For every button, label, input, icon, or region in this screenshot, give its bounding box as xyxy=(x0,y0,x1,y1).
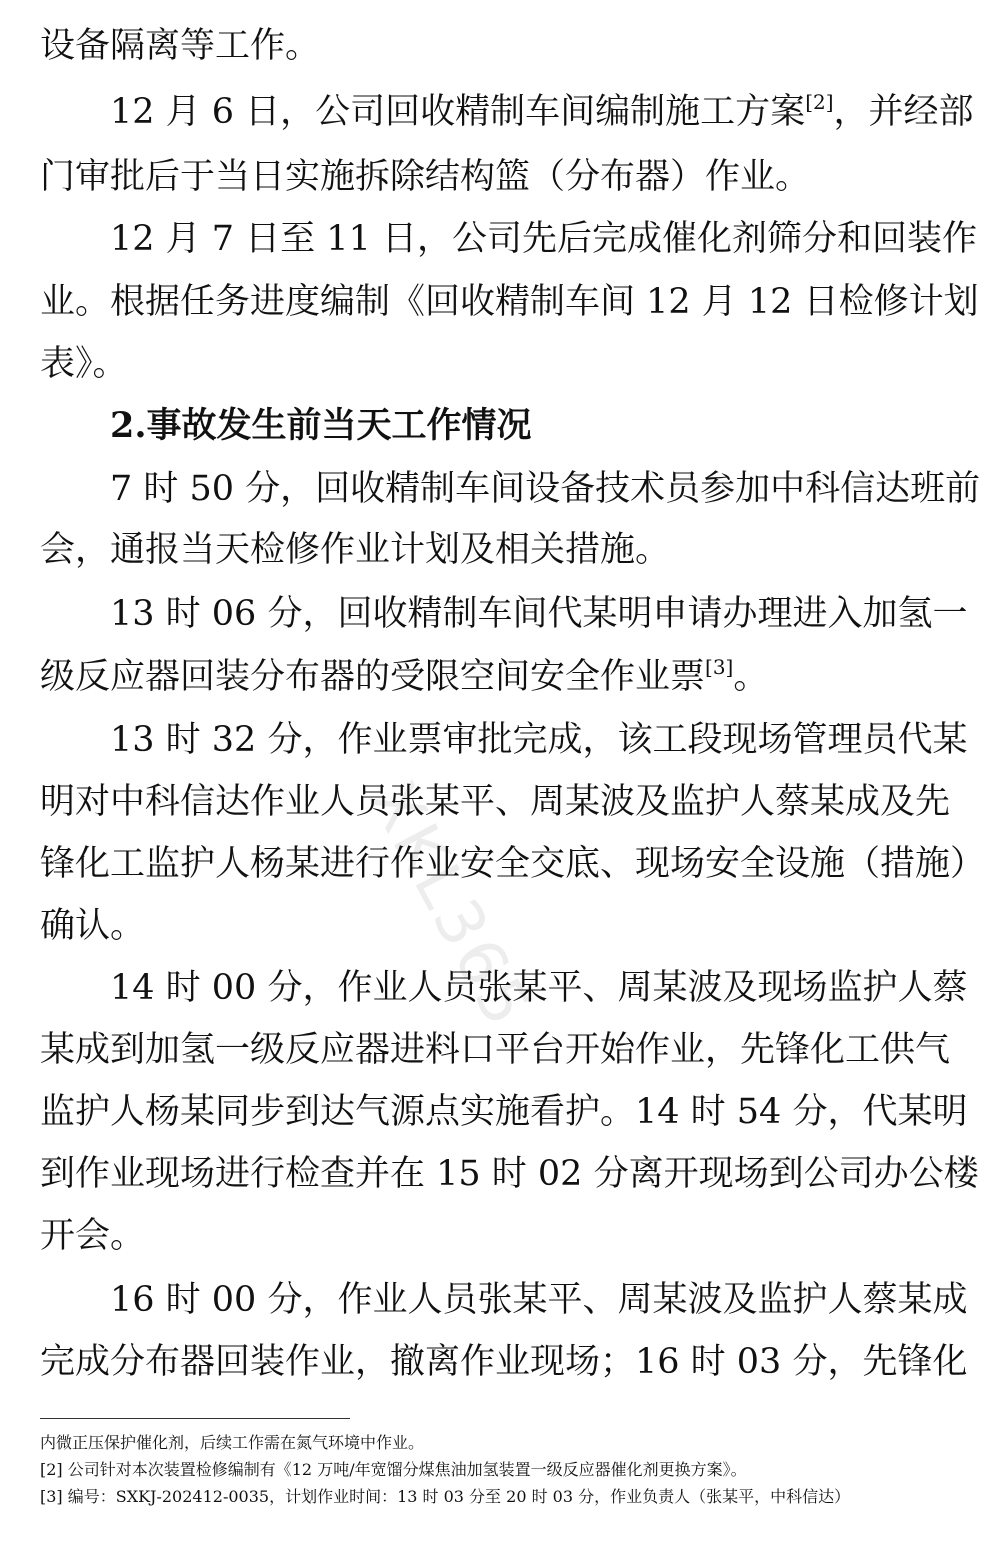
body-line: 12 月 6 日，公司回收精制车间编制施工方案[2]，并经部 xyxy=(110,90,974,132)
body-line: 会，通报当天检修作业计划及相关措施。 xyxy=(40,530,671,570)
body-line: 监护人杨某同步到达气源点实施看护。14 时 54 分，代某明 xyxy=(40,1092,968,1132)
body-line: 门审批后于当日实施拆除结构篮（分布器）作业。 xyxy=(40,157,811,197)
body-line: 业。根据任务进度编制《回收精制车间 12 月 12 日检修计划 xyxy=(40,282,979,322)
body-line: 13 时 06 分，回收精制车间代某明申请办理进入加氢一 xyxy=(110,594,968,634)
body-line: 7 时 50 分，回收精制车间设备技术员参加中科信达班前 xyxy=(110,469,981,509)
watermark: XKL365 xyxy=(354,770,546,1042)
section-heading: 2.事故发生前当天工作情况 xyxy=(110,405,532,446)
body-line: 13 时 32 分，作业票审批完成，该工段现场管理员代某 xyxy=(110,720,968,760)
body-line: 明对中科信达作业人员张某平、周某波及监护人蔡某成及先 xyxy=(40,782,951,822)
body-line: 14 时 00 分，作业人员张某平、周某波及现场监护人蔡 xyxy=(110,968,968,1008)
footnote-ref: [3] xyxy=(705,655,734,679)
body-line: 表》。 xyxy=(40,344,128,384)
footnote-2: [2] 公司针对本次装置检修编制有《12 万吨/年宽馏分煤焦油加氢装置一级反应器催化剂更换方案》。 xyxy=(40,1460,747,1479)
body-line: 开会。 xyxy=(40,1216,146,1256)
body-line: 某成到加氢一级反应器进料口平台开始作业，先锋化工供气 xyxy=(40,1030,951,1070)
body-line: 级反应器回装分布器的受限空间安全作业票[3]。 xyxy=(40,655,769,697)
body-line: 12 月 7 日至 11 日，公司先后完成催化剂筛分和回装作 xyxy=(110,219,977,259)
footnote-continuation: 内微正压保护催化剂，后续工作需在氮气环境中作业。 xyxy=(40,1433,425,1452)
body-line: 确认。 xyxy=(40,906,146,946)
body-line: 16 时 00 分，作业人员张某平、周某波及监护人蔡某成 xyxy=(110,1280,968,1320)
footnote-ref: [2] xyxy=(805,90,834,114)
body-line: 到作业现场进行检查并在 15 时 02 分离开现场到公司办公楼 xyxy=(40,1154,979,1194)
body-line: 完成分布器回装作业，撤离作业现场；16 时 03 分，先锋化 xyxy=(40,1342,968,1382)
footnote-divider xyxy=(40,1418,350,1419)
body-line: 锋化工监护人杨某进行作业安全交底、现场安全设施（措施） xyxy=(40,844,985,884)
footnote-3: [3] 编号：SXKJ-202412-0035，计划作业时间：13 时 03 分至 20 时 03 分，作业负责人（张某平，中科信达） xyxy=(40,1487,851,1506)
body-line: 设备隔离等工作。 xyxy=(40,26,321,66)
